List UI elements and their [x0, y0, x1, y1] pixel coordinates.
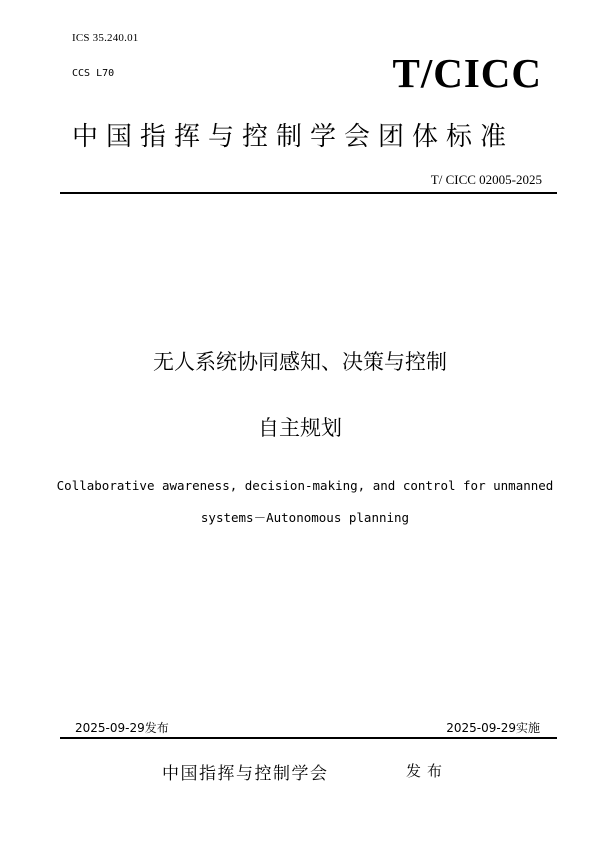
top-divider [60, 192, 557, 194]
english-title-line-1: Collaborative awareness, decision-making, and control for unmanned [56, 478, 554, 493]
ics-code: ICS 35.240.01 [72, 32, 139, 44]
standard-number: T/ CICC 02005-2025 [430, 172, 542, 187]
effective-date: 2025-09-29实施 [446, 721, 540, 735]
publish-date: 2025-09-29发布 [75, 721, 169, 735]
publish-label: 发布 [406, 762, 449, 780]
publisher-name: 中国指挥与控制学会 [162, 764, 329, 784]
bottom-divider [60, 737, 557, 739]
standard-brand: T/CICC [392, 50, 542, 96]
organization-standard-title: 中国指挥与控制学会团体标准 [72, 122, 515, 152]
chinese-title-line-2: 自主规划 [258, 416, 342, 440]
english-title-line-2: systems－Autonomous planning [200, 510, 410, 525]
chinese-title-line-1: 无人系统协同感知、决策与控制 [153, 350, 447, 374]
ccs-code: CCS L70 [72, 68, 115, 79]
